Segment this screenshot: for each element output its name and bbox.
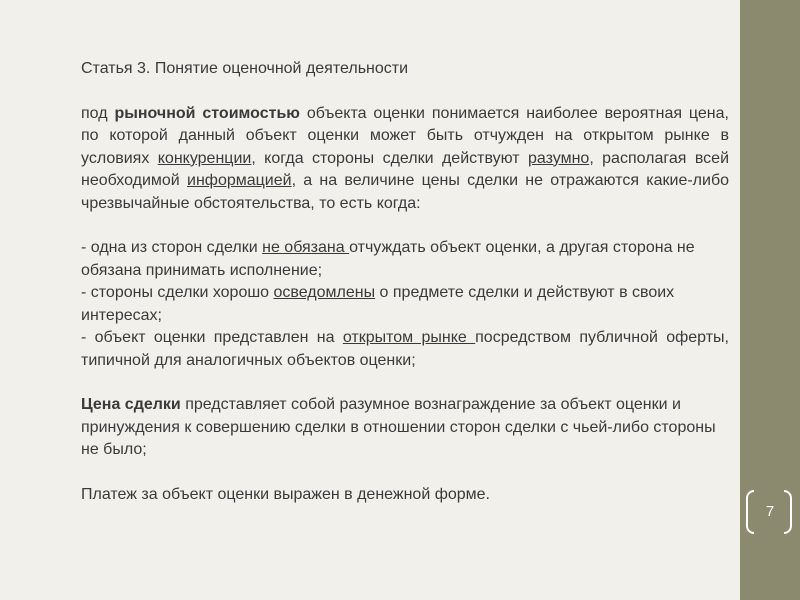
condition-item-2 — [81, 282, 729, 327]
link-informed[interactable]: осведомлены — [273, 284, 376, 301]
term-market-value: рыночной стоимостью — [114, 104, 300, 122]
text: , а на величине цены сделки не отражаются какие-либо чрезвычайные обстоятельства, то есть когда: — [81, 172, 730, 212]
text: , располагая всей необходимой — [81, 149, 729, 189]
link-open-market[interactable]: открытом рынке — [342, 329, 476, 346]
term-deal-price: Цена сделки — [81, 396, 181, 413]
slide-number: 7 — [765, 502, 775, 520]
condition-item-3 — [81, 327, 729, 372]
link-not-obliged[interactable]: не обязана — [262, 239, 350, 256]
article-title: Статья 3. Понятие оценочной деятельности — [81, 60, 409, 77]
text: - объект оценки представлен на — [81, 329, 343, 346]
spacer — [81, 372, 729, 394]
text: - одна из сторон сделки — [81, 239, 263, 256]
slide-content — [81, 58, 729, 506]
text: представляет собой разумное вознаграждение за объект оценки и принуждения к совершению сделки в отношении сторон сделки с чьей-либо стороны не было; — [81, 396, 716, 458]
text: объекта оценки понимается наиболее вероятная цена, по которой данный объект оценки может быть отчужден на открытом рынке в условиях — [81, 104, 729, 167]
deal-price-definition — [81, 394, 729, 462]
text: , когда стороны сделки действуют — [251, 149, 528, 167]
text: под — [81, 104, 115, 122]
spacer — [81, 462, 729, 484]
text: о предмете сделки и действуют в своих интересах; — [81, 284, 675, 324]
text: отчуждать объект оценки, а другая сторона не обязана принимать исполнение; — [81, 239, 695, 279]
text: посредством публичной оферты, типичной для аналогичных объектов оценки; — [81, 329, 730, 369]
text: - стороны сделки хорошо — [81, 284, 274, 301]
condition-item-1 — [81, 237, 729, 282]
link-competition[interactable]: конкуренции — [157, 149, 252, 167]
payment-statement: Платеж за объект оценки выражен в денежной форме. — [81, 485, 490, 503]
link-reasonably[interactable]: разумно — [527, 149, 590, 167]
spacer — [81, 215, 729, 237]
market-value-definition — [81, 103, 729, 216]
link-information[interactable]: информацией — [187, 172, 292, 189]
